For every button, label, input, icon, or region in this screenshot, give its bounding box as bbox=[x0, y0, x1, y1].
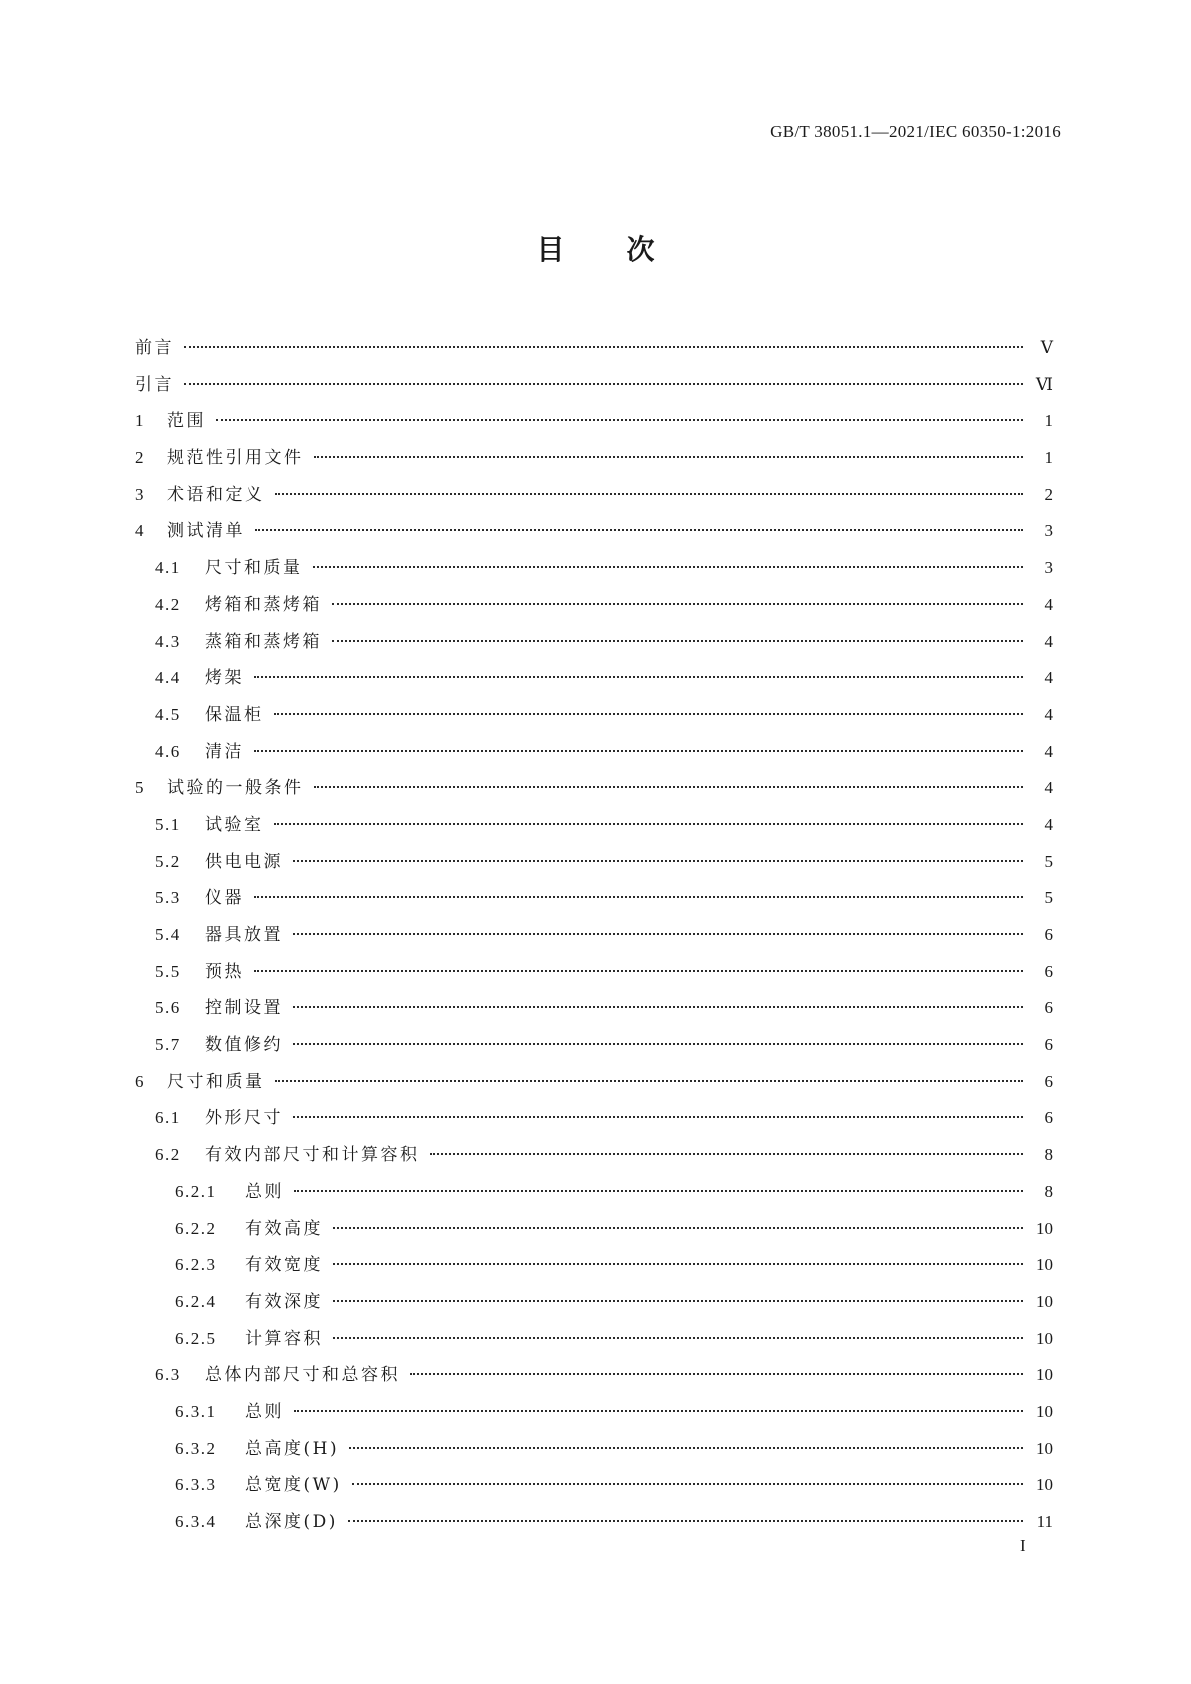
toc-entry-number: 5 bbox=[135, 778, 145, 798]
toc-entry[interactable] bbox=[135, 1064, 1053, 1101]
toc-entry-title: 保温柜 bbox=[205, 704, 264, 725]
toc-entry[interactable] bbox=[135, 1431, 1053, 1468]
dot-leader bbox=[410, 1373, 1023, 1375]
toc-entry[interactable] bbox=[135, 587, 1053, 624]
dot-leader bbox=[352, 1483, 1023, 1485]
toc-entry-page: 6 bbox=[1044, 1035, 1053, 1055]
toc-entry[interactable] bbox=[135, 1467, 1053, 1504]
dot-leader bbox=[430, 1153, 1024, 1155]
toc-entry-number: 4 bbox=[135, 521, 145, 541]
toc-entry-page: 4 bbox=[1044, 778, 1053, 798]
toc-entry-title: 总高度(H) bbox=[245, 1438, 340, 1459]
toc-entry-title: 数值修约 bbox=[205, 1035, 283, 1056]
toc-entry-title: 试验室 bbox=[205, 814, 264, 835]
toc-entry-title: 总深度(D) bbox=[245, 1512, 338, 1532]
dot-leader bbox=[293, 860, 1023, 862]
toc-entry-number: 6.3.2 bbox=[175, 1438, 217, 1458]
toc-entry-page: 6 bbox=[1044, 925, 1053, 944]
dot-leader bbox=[254, 896, 1023, 898]
toc-entry-page: 10 bbox=[1036, 1365, 1053, 1385]
dot-leader bbox=[216, 419, 1023, 421]
toc-entry-title: 有效内部尺寸和计算容积 bbox=[205, 1145, 420, 1166]
toc-entry[interactable] bbox=[135, 1027, 1053, 1064]
toc-entry[interactable] bbox=[135, 1284, 1053, 1321]
toc-entry-title: 尺寸和质量 bbox=[167, 1071, 265, 1092]
toc-entry-page: 5 bbox=[1044, 888, 1053, 908]
toc-entry[interactable] bbox=[135, 1357, 1053, 1394]
dot-leader bbox=[184, 346, 1023, 348]
dot-leader bbox=[255, 529, 1023, 531]
dot-leader bbox=[275, 1080, 1024, 1082]
toc-entry-number: 6.1 bbox=[155, 1108, 181, 1128]
page-number: I bbox=[1020, 1536, 1026, 1555]
toc-entry-number: 4.1 bbox=[155, 558, 181, 578]
toc-entry-page: 11 bbox=[1036, 1512, 1053, 1531]
toc-entry[interactable] bbox=[135, 734, 1053, 771]
toc-entry-page: 10 bbox=[1036, 1291, 1053, 1311]
toc-entry-title: 术语和定义 bbox=[167, 484, 265, 505]
toc-entry[interactable] bbox=[135, 990, 1053, 1027]
toc-entry-page: 8 bbox=[1044, 1181, 1053, 1201]
dot-leader bbox=[274, 713, 1024, 715]
toc-entry[interactable] bbox=[135, 1504, 1053, 1541]
toc-entry[interactable] bbox=[135, 954, 1053, 991]
toc-entry-title: 总宽度(W) bbox=[245, 1475, 342, 1496]
toc-entry[interactable] bbox=[135, 917, 1053, 954]
toc-entry-number: 4.2 bbox=[155, 594, 181, 614]
toc-entry[interactable] bbox=[135, 1137, 1053, 1174]
toc-entry-number: 5.7 bbox=[155, 1035, 181, 1055]
toc-entry[interactable] bbox=[135, 1211, 1053, 1248]
toc-entry-title: 试验的一般条件 bbox=[167, 778, 304, 799]
toc-entry-number: 6.3 bbox=[155, 1365, 181, 1385]
toc-entry[interactable] bbox=[135, 513, 1053, 550]
toc-entry-number: 6.3.4 bbox=[175, 1512, 217, 1531]
dot-leader bbox=[333, 1337, 1023, 1339]
toc-entry-title: 有效深度 bbox=[245, 1291, 323, 1312]
toc-entry-title: 计算容积 bbox=[245, 1328, 323, 1349]
dot-leader bbox=[275, 493, 1024, 495]
toc-entry[interactable] bbox=[135, 697, 1053, 734]
toc-entry-page: 4 bbox=[1044, 741, 1053, 761]
dot-leader bbox=[313, 566, 1024, 568]
toc-entry-title: 蒸箱和蒸烤箱 bbox=[205, 631, 322, 652]
toc-entry-title: 控制设置 bbox=[205, 998, 283, 1019]
toc-entry-title: 总则 bbox=[245, 1181, 284, 1202]
toc-entry-number: 2 bbox=[135, 448, 145, 468]
toc-entry-number: 4.4 bbox=[155, 668, 181, 688]
dot-leader bbox=[349, 1447, 1023, 1449]
toc-entry-number: 5.1 bbox=[155, 814, 181, 834]
dot-leader bbox=[254, 750, 1023, 752]
dot-leader bbox=[274, 823, 1024, 825]
toc-entry-title: 有效宽度 bbox=[245, 1255, 323, 1276]
toc-entry-page: 3 bbox=[1044, 521, 1053, 541]
toc-entry-title: 外形尺寸 bbox=[205, 1108, 283, 1129]
toc-entry-page: 4 bbox=[1044, 668, 1053, 688]
toc-entry-number: 5.3 bbox=[155, 888, 181, 908]
dot-leader bbox=[333, 1263, 1023, 1265]
toc-entry[interactable] bbox=[135, 1394, 1053, 1431]
toc-entry-number: 5.2 bbox=[155, 851, 181, 871]
toc-entry-page: 10 bbox=[1036, 1401, 1053, 1421]
dot-leader bbox=[332, 603, 1023, 605]
standard-number: GB/T 38051.1—2021/IEC 60350-1:2016 bbox=[770, 122, 1061, 141]
toc-entry-page: 4 bbox=[1044, 594, 1053, 614]
dot-leader bbox=[254, 676, 1023, 678]
toc-entry[interactable] bbox=[135, 844, 1053, 881]
dot-leader bbox=[293, 1116, 1023, 1118]
toc-entry[interactable] bbox=[135, 1321, 1053, 1358]
toc-entry-page: 10 bbox=[1036, 1328, 1053, 1348]
toc-entry-page: 6 bbox=[1044, 998, 1053, 1018]
toc-entry[interactable] bbox=[135, 1100, 1053, 1137]
toc-entry-number: 6.2.2 bbox=[175, 1218, 217, 1238]
toc-entry-title: 尺寸和质量 bbox=[205, 558, 303, 579]
toc-entry[interactable] bbox=[135, 367, 1053, 404]
toc-entry-title: 总则 bbox=[245, 1401, 284, 1422]
toc-entry[interactable] bbox=[135, 477, 1053, 514]
dot-leader bbox=[333, 1300, 1023, 1302]
toc-entry-number: 1 bbox=[135, 411, 145, 431]
toc-entry-page: 2 bbox=[1044, 484, 1053, 504]
table-of-contents bbox=[135, 330, 1053, 1541]
toc-entry[interactable] bbox=[135, 880, 1053, 917]
dot-leader bbox=[333, 1227, 1023, 1229]
toc-entry-title: 有效高度 bbox=[245, 1218, 323, 1239]
toc-entry-page: 6 bbox=[1044, 1108, 1053, 1128]
dot-leader bbox=[293, 1006, 1023, 1008]
dot-leader bbox=[294, 1410, 1023, 1412]
toc-entry-number: 4.3 bbox=[155, 631, 181, 651]
toc-entry-page: 1 bbox=[1044, 411, 1053, 431]
toc-entry-number: 4.6 bbox=[155, 741, 181, 761]
toc-entry-page: 3 bbox=[1044, 558, 1053, 578]
toc-entry-number: 5.4 bbox=[155, 925, 181, 944]
toc-entry[interactable] bbox=[135, 807, 1053, 844]
toc-entry-number: 6.2.1 bbox=[175, 1181, 217, 1201]
toc-entry-number: 6.2.5 bbox=[175, 1328, 217, 1348]
toc-entry[interactable] bbox=[135, 624, 1053, 661]
toc-entry-page: Ⅵ bbox=[1035, 374, 1053, 394]
toc-entry-number: 3 bbox=[135, 484, 145, 504]
toc-entry-title: 规范性引用文件 bbox=[167, 448, 304, 469]
toc-entry-title: 测试清单 bbox=[167, 521, 245, 542]
toc-entry-page: 8 bbox=[1044, 1145, 1053, 1165]
toc-entry-number: 6.3.1 bbox=[175, 1401, 217, 1421]
toc-entry[interactable] bbox=[135, 1174, 1053, 1211]
toc-entry-title: 清洁 bbox=[205, 741, 244, 762]
toc-entry[interactable] bbox=[135, 440, 1053, 477]
toc-entry[interactable] bbox=[135, 330, 1053, 367]
toc-entry-number: 5.5 bbox=[155, 961, 181, 981]
toc-entry-title: 预热 bbox=[205, 961, 244, 982]
toc-entry-number: 6.2.3 bbox=[175, 1255, 217, 1275]
toc-entry-number: 6.2.4 bbox=[175, 1291, 217, 1311]
toc-entry-number: 6.2 bbox=[155, 1145, 181, 1165]
toc-entry[interactable] bbox=[135, 550, 1053, 587]
toc-entry-title: 总体内部尺寸和总容积 bbox=[205, 1365, 400, 1386]
toc-entry-page: 1 bbox=[1044, 448, 1053, 468]
toc-entry-page: 4 bbox=[1044, 631, 1053, 651]
toc-entry-title: 烤箱和蒸烤箱 bbox=[205, 594, 322, 615]
toc-entry-page: 10 bbox=[1036, 1475, 1053, 1495]
toc-entry-title: 供电电源 bbox=[205, 851, 283, 872]
toc-entry-title: 器具放置 bbox=[205, 925, 283, 945]
toc-entry-title: 范围 bbox=[167, 411, 206, 432]
toc-entry[interactable] bbox=[135, 770, 1053, 807]
toc-entry-title: 仪器 bbox=[205, 888, 244, 909]
dot-leader bbox=[332, 640, 1023, 642]
toc-entry-page: 10 bbox=[1036, 1255, 1053, 1275]
dot-leader bbox=[254, 970, 1023, 972]
toc-entry-page: 5 bbox=[1044, 851, 1053, 871]
dot-leader bbox=[314, 456, 1024, 458]
toc-entry-page: 6 bbox=[1044, 1071, 1053, 1091]
dot-leader bbox=[293, 933, 1023, 935]
toc-entry[interactable] bbox=[135, 1247, 1053, 1284]
toc-entry-page: 4 bbox=[1044, 814, 1053, 834]
dot-leader bbox=[294, 1190, 1023, 1192]
dot-leader bbox=[314, 786, 1024, 788]
dot-leader bbox=[184, 383, 1023, 385]
dot-leader bbox=[348, 1520, 1023, 1522]
toc-entry-page: 10 bbox=[1036, 1438, 1053, 1458]
toc-entry-page: 10 bbox=[1036, 1218, 1053, 1238]
toc-entry-title: 前言 bbox=[135, 338, 174, 358]
dot-leader bbox=[293, 1043, 1023, 1045]
toc-entry-page: 4 bbox=[1044, 704, 1053, 724]
toc-entry-number: 5.6 bbox=[155, 998, 181, 1018]
toc-entry-title: 引言 bbox=[135, 374, 174, 395]
toc-entry[interactable] bbox=[135, 403, 1053, 440]
toc-entry-page: 6 bbox=[1044, 961, 1053, 981]
toc-entry-number: 4.5 bbox=[155, 704, 181, 724]
toc-entry-title: 烤架 bbox=[205, 668, 244, 689]
toc-entry-number: 6.3.3 bbox=[175, 1475, 217, 1495]
page-title: 目次 bbox=[536, 233, 717, 266]
toc-entry-page: Ⅴ bbox=[1040, 338, 1053, 357]
toc-entry[interactable] bbox=[135, 660, 1053, 697]
toc-entry-number: 6 bbox=[135, 1071, 145, 1091]
